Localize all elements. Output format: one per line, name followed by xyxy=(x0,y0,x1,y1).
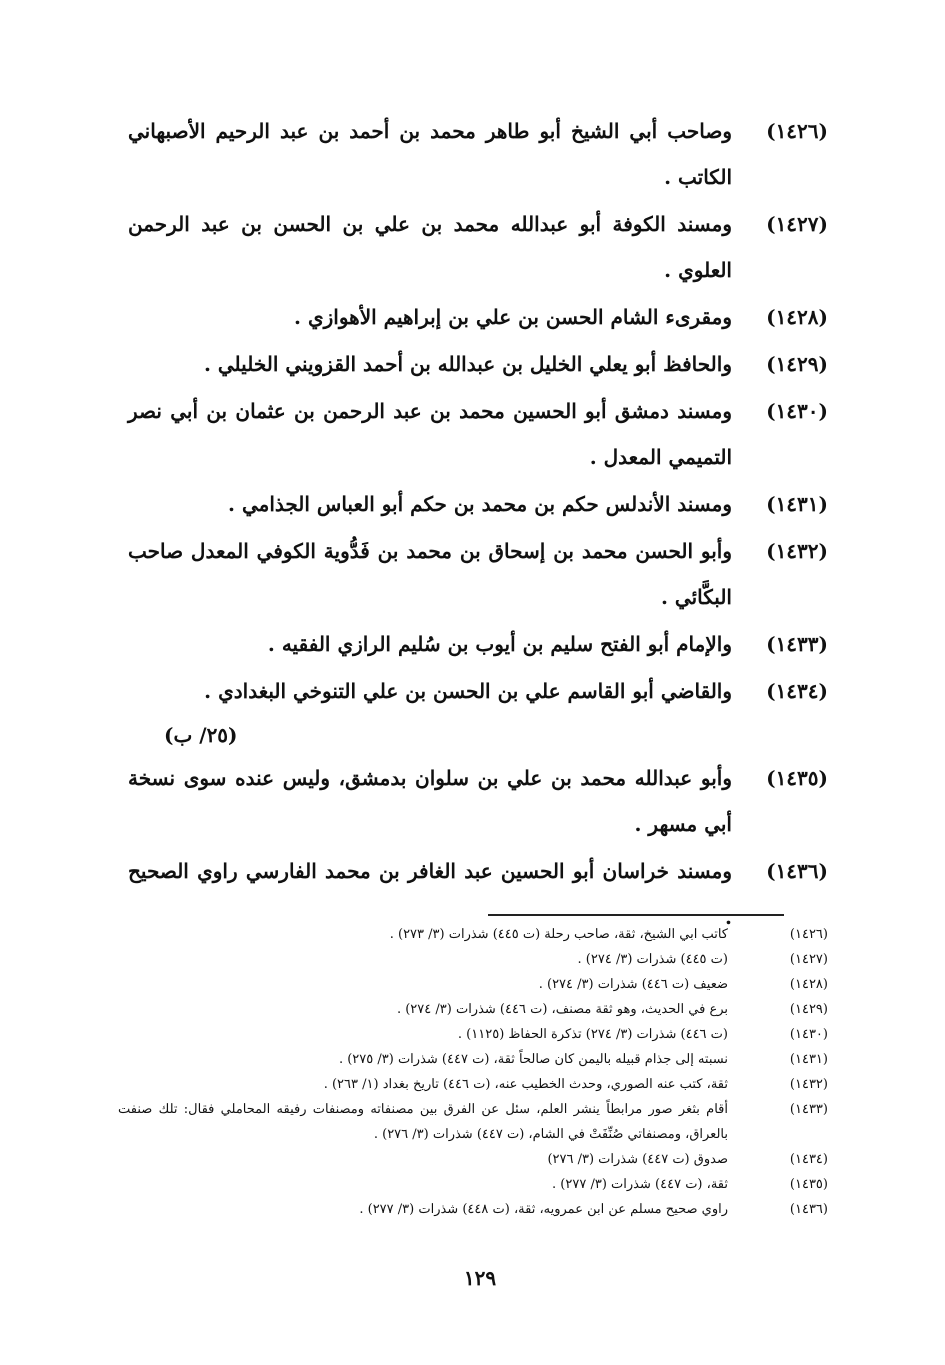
entry-text: ومسند خراسان أبو الحسين عبد الغافر بن محمد الفارسي راوي الصحيح . xyxy=(128,859,732,929)
footnote-text: كاتب ابي الشيخ، ثقة، صاحب رحلة (ت ٤٤٥) شذرات (٣/ ٢٧٣) . xyxy=(389,927,728,942)
entry-text: والحافظ أبو يعلي الخليل بن عبدالله بن أحمد القزويني الخليلي . xyxy=(203,352,732,376)
entry-1431 xyxy=(128,481,828,527)
footnote-separator xyxy=(488,914,784,916)
entry-1430 xyxy=(128,388,828,480)
footnote-number: (١٤٣٢) xyxy=(789,1077,828,1092)
entry-number: (١٤٣١) xyxy=(766,492,828,516)
entry-text: والإمام أبو الفتح سليم بن أيوب بن سُليم الرازي الفقيه . xyxy=(267,632,732,656)
entry-text: ومسند الكوفة أبو عبدالله محمد بن علي بن الحسن بن عبد الرحمن العلوي . xyxy=(128,212,732,282)
entry-number: (١٤٢٧) xyxy=(766,212,828,236)
footnote-number: (١٤٣١) xyxy=(789,1052,828,1067)
footnote-text: راوي صحيح مسلم عن ابن عمرويه، ثقة، (ت ٤٤٨) شذرات (٣/ ٢٧٧) . xyxy=(359,1202,728,1217)
footnote-1431 xyxy=(118,1047,828,1072)
entry-1428 xyxy=(128,294,828,340)
footnote-text: أقام بثغر صور مرابطاً ينشر العلم، سئل عن الفرق بين مصنفاته ومصنفات رفيقه المحاملي فقال: تلك صنفت بالعراق، ومصنفاتي صُنِّفَتْ في الشام، (ت ٤٤٧) شذرات (٣/ ٢٧٦) . xyxy=(118,1102,728,1142)
entry-1426 xyxy=(128,108,828,200)
footnote-text: ثقة، كتب عنه الصوري، وحدث الخطيب عنه، (ت ٤٤٦) تاريخ بغداد (١/ ٢٦٣) . xyxy=(323,1077,728,1092)
footnotes xyxy=(118,922,828,1222)
footnote-1435 xyxy=(118,1172,828,1197)
entry-number: (١٤٢٨) xyxy=(766,305,828,329)
footnote-1427 xyxy=(118,947,828,972)
footnote-text: ضعيف (ت ٤٤٦) شذرات (٣/ ٢٧٤) . xyxy=(538,977,728,992)
entry-number: (١٤٣٣) xyxy=(766,632,828,656)
entry-number: (١٤٢٦) xyxy=(766,119,828,143)
entry-text: وأبو الحسن محمد بن إسحاق بن محمد بن فَدُّوية الكوفي المعدل صاحب البكَّائي . xyxy=(128,539,732,609)
entry-1434 xyxy=(128,668,828,714)
footnote-1434 xyxy=(118,1147,828,1172)
entry-number: (١٤٢٩) xyxy=(766,352,828,376)
entry-1429 xyxy=(128,341,828,387)
entry-number: (١٤٣٤) xyxy=(766,679,828,703)
footnote-text: صدوق (ت ٤٤٧) شذرات (٣/ ٢٧٦) xyxy=(547,1152,728,1167)
footnote-number: (١٤٢٨) xyxy=(789,977,828,992)
footnote-1433 xyxy=(118,1097,828,1147)
entry-text: ومسند دمشق أبو الحسين محمد بن عبد الرحمن بن عثمان بن أبي نصر التميمي المعدل . xyxy=(128,399,732,469)
entry-number: (١٤٣٢) xyxy=(766,539,828,563)
footnote-number: (١٤٣٥) xyxy=(789,1177,828,1192)
footnote-text: ثقة، (ت ٤٤٧) شذرات (٣/ ٢٧٧) . xyxy=(552,1177,728,1192)
entry-number: (١٤٣٥) xyxy=(766,766,828,790)
footnote-1426 xyxy=(118,922,828,947)
footnote-text: نسبته إلى جذام قبيله باليمن كان صالحاً ثقة، (ت ٤٤٧) شذرات (٣/ ٢٧٥) . xyxy=(338,1052,728,1067)
entry-1432 xyxy=(128,528,828,620)
footnote-1429 xyxy=(118,997,828,1022)
page-number: ١٢٩ xyxy=(463,1266,497,1290)
footnote-1430 xyxy=(118,1022,828,1047)
entry-number: (١٤٣٠) xyxy=(766,399,828,423)
footnote-number: (١٤٣٦) xyxy=(789,1202,828,1217)
footnote-text: برع في الحديث، وهو ثقة مصنف، (ت ٤٤٦) شذرات (٣/ ٢٧٤) . xyxy=(396,1002,728,1017)
footnote-number: (١٤٢٧) xyxy=(789,952,828,967)
footnote-text: (ت ٤٤٦) شذرات (٣/ ٢٧٤) تذكرة الحفاظ (١١٢٥) . xyxy=(457,1027,728,1042)
entry-text: وصاحب أبي الشيخ أبو طاهر محمد بن أحمد بن عبد الرحيم الأصبهاني الكاتب . xyxy=(128,119,732,189)
entry-text: ومسند الأندلس حكم بن محمد بن حكم أبو العباس الجذامي . xyxy=(228,492,732,516)
footnote-number: (١٤٣٣) xyxy=(789,1102,828,1117)
footnote-number: (١٤٣٠) xyxy=(789,1027,828,1042)
footnote-1432 xyxy=(118,1072,828,1097)
entry-text: ومقرىء الشام الحسن بن علي بن إبراهيم الأهوازي . xyxy=(294,305,732,329)
entry-1435 xyxy=(128,755,828,847)
footnote-1436 xyxy=(118,1197,828,1222)
footnote-number: (١٤٣٤) xyxy=(789,1152,828,1167)
footnote-text: (ت ٤٤٥) شذرات (٣/ ٢٧٤) . xyxy=(577,952,728,967)
folio-marker: (٢٥/ ب) xyxy=(164,723,238,747)
footnote-number: (١٤٢٩) xyxy=(789,1002,828,1017)
footnote-1428 xyxy=(118,972,828,997)
entry-number: (١٤٣٦) xyxy=(766,859,828,883)
entry-1427 xyxy=(128,201,828,293)
entry-1433 xyxy=(128,621,828,667)
entry-text: والقاضي أبو القاسم علي بن الحسن بن علي التنوخي البغدادي . xyxy=(204,679,732,703)
entry-text: وأبو عبدالله محمد بن علي بن سلوان بدمشق، وليس عنده سوى نسخة أبي مسهر . xyxy=(128,766,732,836)
main-text xyxy=(128,108,828,941)
footnote-number: (١٤٢٦) xyxy=(789,927,828,942)
